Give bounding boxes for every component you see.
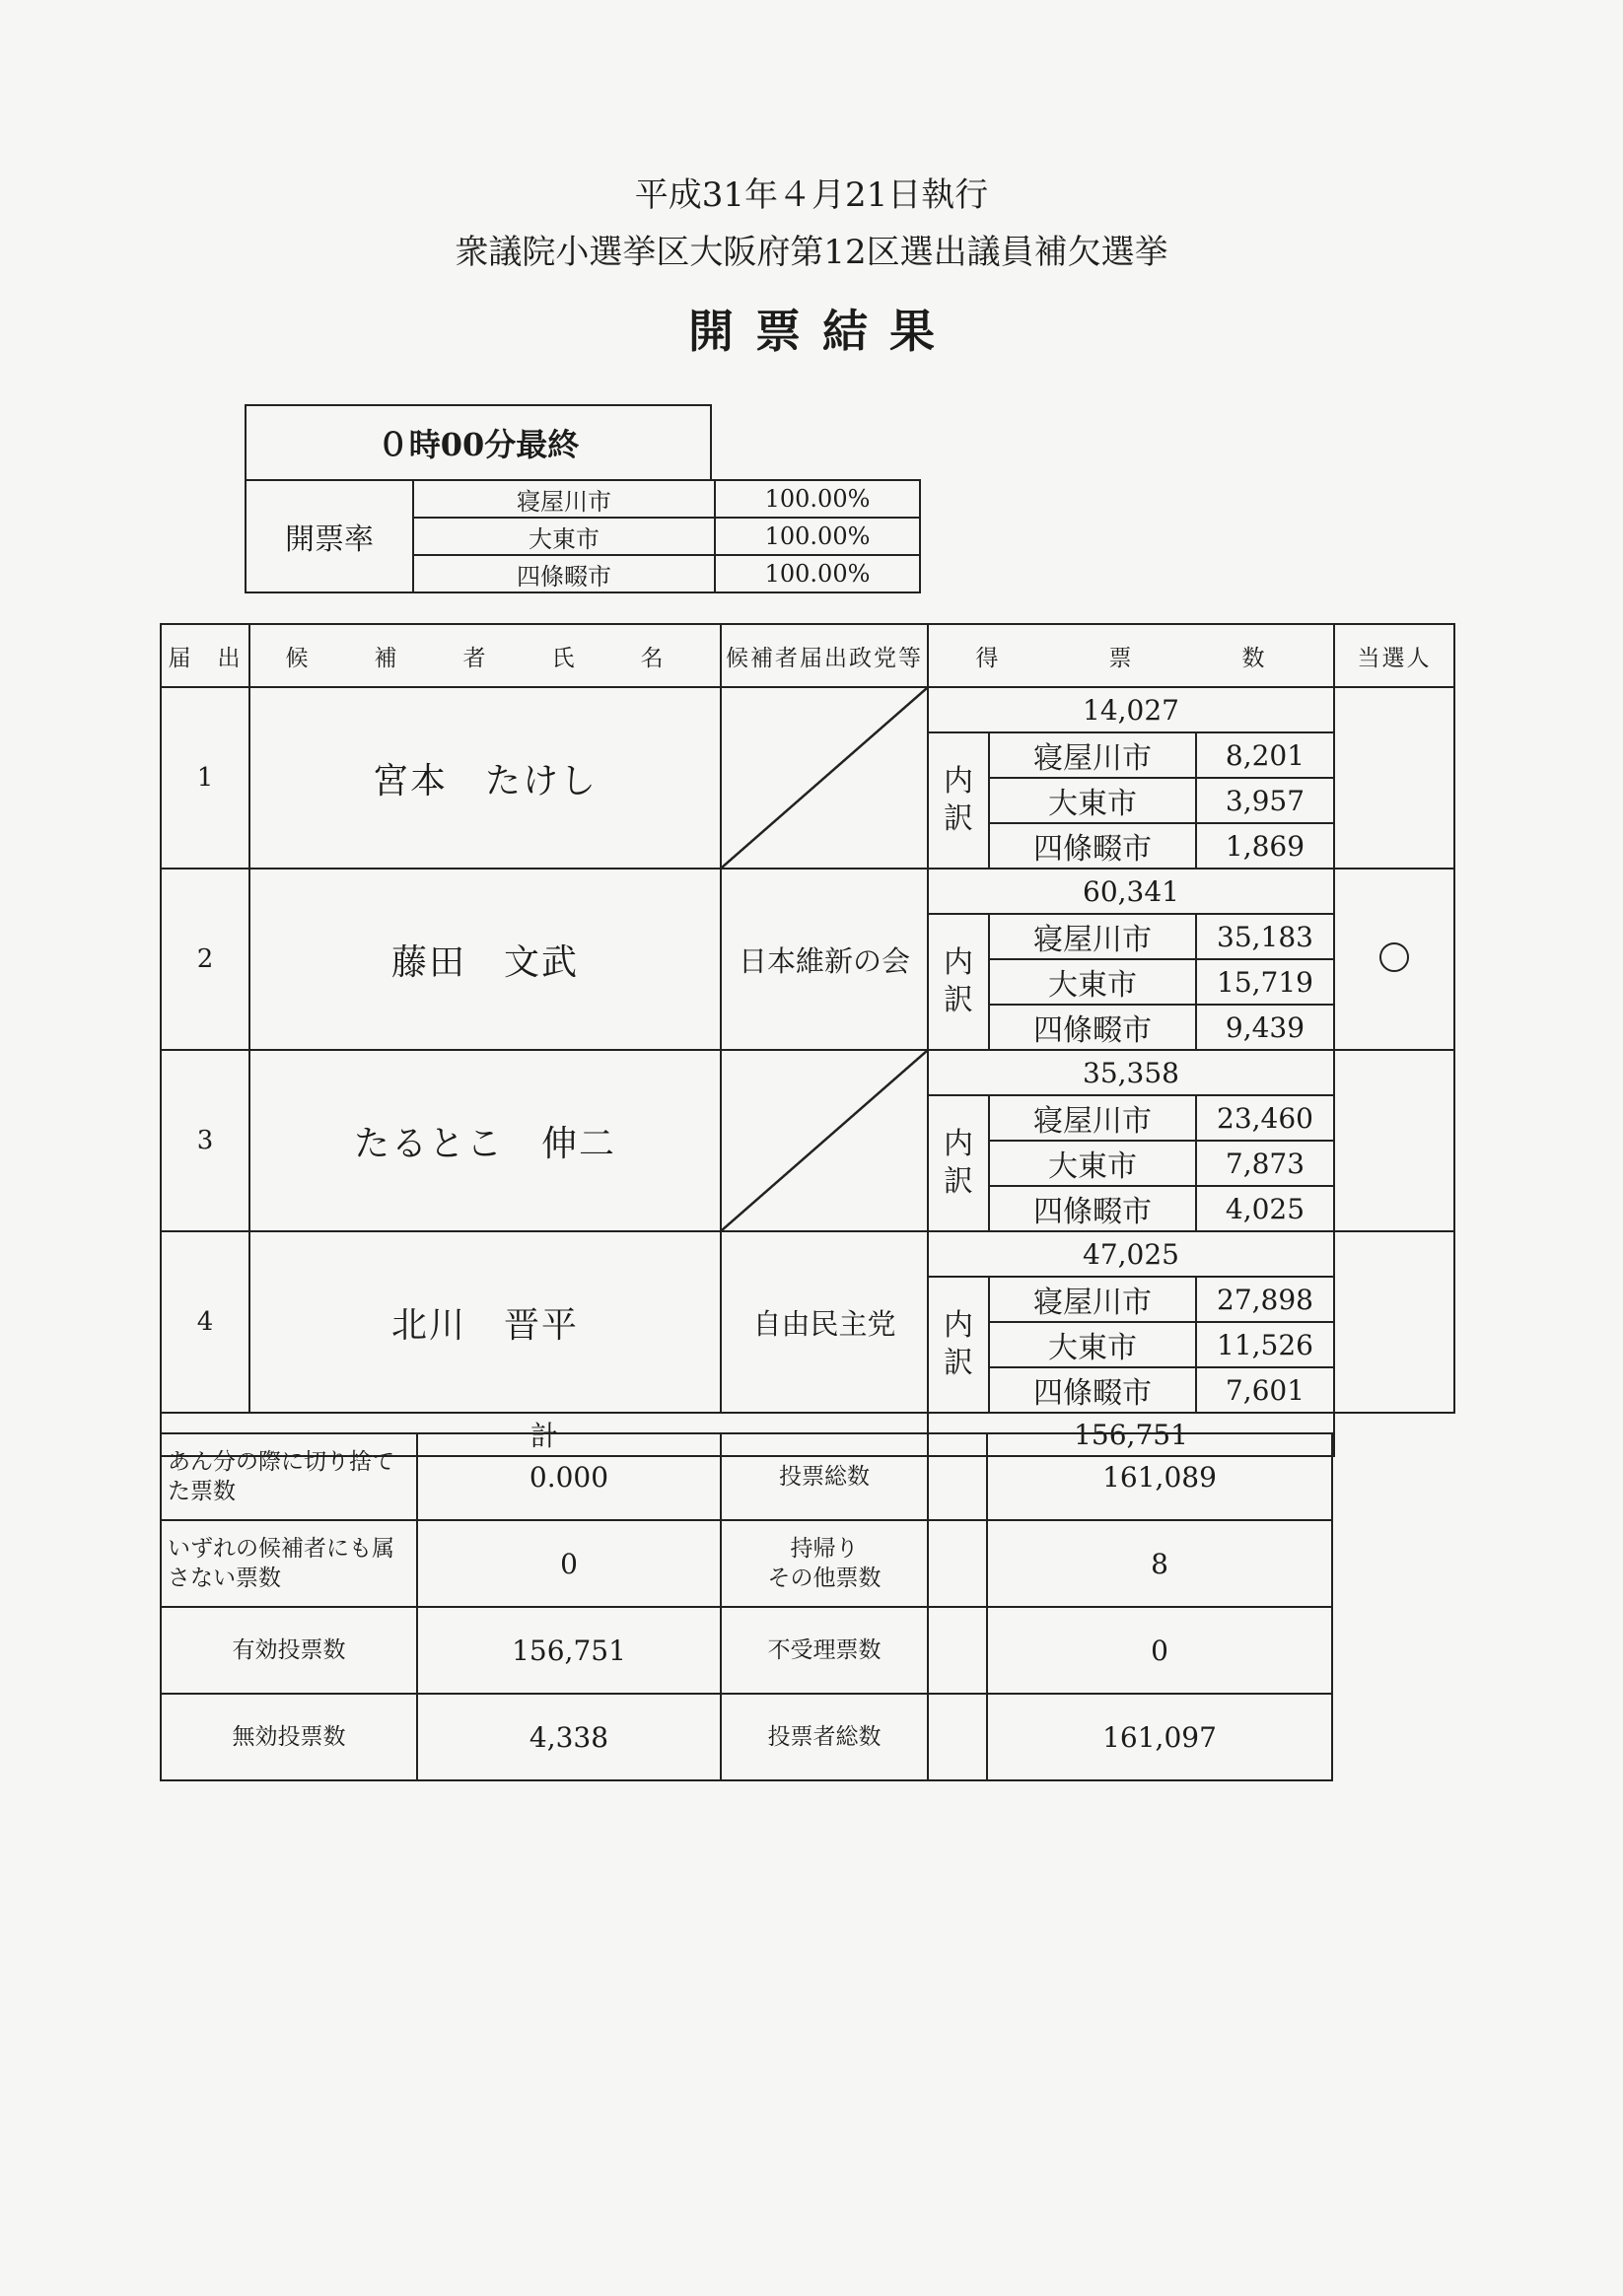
count-rate-city: 寝屋川市 — [413, 480, 715, 518]
election-name: 衆議院小選挙区大阪府第12区選出議員補欠選挙 — [455, 233, 1168, 272]
summary-table — [160, 1432, 1333, 1781]
breakdown-votes: 9,439 — [1196, 1005, 1334, 1050]
breakdown-city: 寝屋川市 — [989, 732, 1196, 778]
breakdown-votes: 11,526 — [1196, 1322, 1334, 1367]
breakdown-city: 大東市 — [989, 1141, 1196, 1186]
elected-cell — [1334, 869, 1454, 1050]
summary-right-value: 161,089 — [987, 1433, 1332, 1520]
count-status-box — [245, 404, 921, 593]
candidate-number: 1 — [161, 687, 249, 869]
count-rate-row — [413, 518, 920, 555]
as-of-time: ０時00分最終 — [245, 404, 712, 481]
breakdown-city: 四條畷市 — [989, 823, 1196, 869]
summary-right-label: 不受理票数 — [721, 1607, 928, 1694]
count-rate-label: 開票率 — [245, 479, 414, 593]
breakdown-city: 大東市 — [989, 959, 1196, 1005]
breakdown-city: 四條畷市 — [989, 1186, 1196, 1231]
count-rate-city: 四條畷市 — [413, 555, 715, 592]
elected-cell — [1334, 1231, 1454, 1413]
summary-left-value: 0.000 — [417, 1433, 721, 1520]
candidate-party — [721, 1050, 928, 1231]
summary-spacer — [928, 1694, 987, 1780]
summary-right-label: 持帰り その他票数 — [721, 1520, 928, 1607]
breakdown-votes: 1,869 — [1196, 823, 1334, 869]
summary-right-value: 0 — [987, 1607, 1332, 1694]
elected-cell — [1334, 687, 1454, 869]
header-no: 届 出 — [161, 624, 249, 687]
sum-value: 156,751 — [928, 1413, 1334, 1456]
breakdown-votes: 8,201 — [1196, 732, 1334, 778]
breakdown-votes: 23,460 — [1196, 1095, 1334, 1141]
summary-left-value: 0 — [417, 1520, 721, 1607]
count-rate-value: 100.00% — [715, 480, 920, 518]
summary-row — [161, 1520, 1332, 1607]
summary-right-value: 8 — [987, 1520, 1332, 1607]
candidate-name: 藤田 文武 — [249, 869, 721, 1050]
candidate-row — [161, 1231, 1454, 1277]
candidate-row — [161, 1050, 1454, 1095]
sum-blank — [1334, 1413, 1454, 1456]
elected-circle-icon — [1379, 942, 1409, 972]
summary-right-value: 161,097 — [987, 1694, 1332, 1780]
header-party: 候補者届出政党等 — [721, 624, 928, 687]
breakdown-city: 寝屋川市 — [989, 914, 1196, 959]
candidate-party: 日本維新の会 — [721, 869, 928, 1050]
candidate-party — [721, 687, 928, 869]
candidate-row — [161, 687, 1454, 732]
breakdown-city: 大東市 — [989, 778, 1196, 823]
elected-cell — [1334, 1050, 1454, 1231]
count-rate-value: 100.00% — [715, 518, 920, 555]
candidate-number: 3 — [161, 1050, 249, 1231]
count-rate-city: 大東市 — [413, 518, 715, 555]
count-rate-table — [412, 479, 921, 593]
candidate-rows — [161, 687, 1454, 1413]
candidate-number: 4 — [161, 1231, 249, 1413]
document-title: 開票結果 — [688, 305, 956, 358]
summary-right-label: 投票者総数 — [721, 1694, 928, 1780]
sum-label: 計 — [161, 1413, 928, 1456]
candidate-total-votes: 47,025 — [928, 1231, 1334, 1277]
summary-row — [161, 1694, 1332, 1780]
summary-row — [161, 1607, 1332, 1694]
candidate-total-votes: 14,027 — [928, 687, 1334, 732]
breakdown-votes: 7,873 — [1196, 1141, 1334, 1186]
header-elected: 当選人 — [1334, 624, 1454, 687]
breakdown-city: 寝屋川市 — [989, 1277, 1196, 1322]
candidate-number: 2 — [161, 869, 249, 1050]
candidate-total-votes: 35,358 — [928, 1050, 1334, 1095]
summary-left-value: 4,338 — [417, 1694, 721, 1780]
count-rate-value: 100.00% — [715, 555, 920, 592]
summary-spacer — [928, 1520, 987, 1607]
count-rate-row — [413, 555, 920, 592]
breakdown-city: 四條畷市 — [989, 1367, 1196, 1413]
breakdown-votes: 7,601 — [1196, 1367, 1334, 1413]
summary-left-value: 156,751 — [417, 1607, 721, 1694]
header-votes: 得 票 数 — [928, 624, 1334, 687]
candidate-row — [161, 869, 1454, 914]
summary-spacer — [928, 1607, 987, 1694]
breakdown-label: 内 訳 — [928, 1095, 989, 1231]
breakdown-votes: 15,719 — [1196, 959, 1334, 1005]
candidate-name: たるとこ 伸二 — [249, 1050, 721, 1231]
results-table — [160, 623, 1455, 1457]
summary-right-label: 投票総数 — [721, 1433, 928, 1520]
summary-left-label: 無効投票数 — [161, 1694, 417, 1780]
breakdown-label: 内 訳 — [928, 914, 989, 1050]
breakdown-city: 寝屋川市 — [989, 1095, 1196, 1141]
candidate-name: 北川 晋平 — [249, 1231, 721, 1413]
breakdown-votes: 3,957 — [1196, 778, 1334, 823]
breakdown-votes: 27,898 — [1196, 1277, 1334, 1322]
results-header-row — [161, 624, 1454, 687]
election-date: 平成31年４月21日執行 — [634, 175, 989, 215]
breakdown-city: 四條畷市 — [989, 1005, 1196, 1050]
breakdown-label: 内 訳 — [928, 1277, 989, 1413]
count-rate-row — [413, 480, 920, 518]
candidate-name: 宮本 たけし — [249, 687, 721, 869]
summary-spacer — [928, 1433, 987, 1520]
summary-left-label: いずれの候補者にも属さない票数 — [161, 1520, 417, 1607]
summary-left-label: あん分の際に切り捨てた票数 — [161, 1433, 417, 1520]
breakdown-votes: 4,025 — [1196, 1186, 1334, 1231]
breakdown-city: 大東市 — [989, 1322, 1196, 1367]
header-name: 候 補 者 氏 名 — [249, 624, 721, 687]
summary-row — [161, 1433, 1332, 1520]
candidate-total-votes: 60,341 — [928, 869, 1334, 914]
breakdown-label: 内 訳 — [928, 732, 989, 869]
summary-left-label: 有効投票数 — [161, 1607, 417, 1694]
breakdown-votes: 35,183 — [1196, 914, 1334, 959]
candidate-party: 自由民主党 — [721, 1231, 928, 1413]
